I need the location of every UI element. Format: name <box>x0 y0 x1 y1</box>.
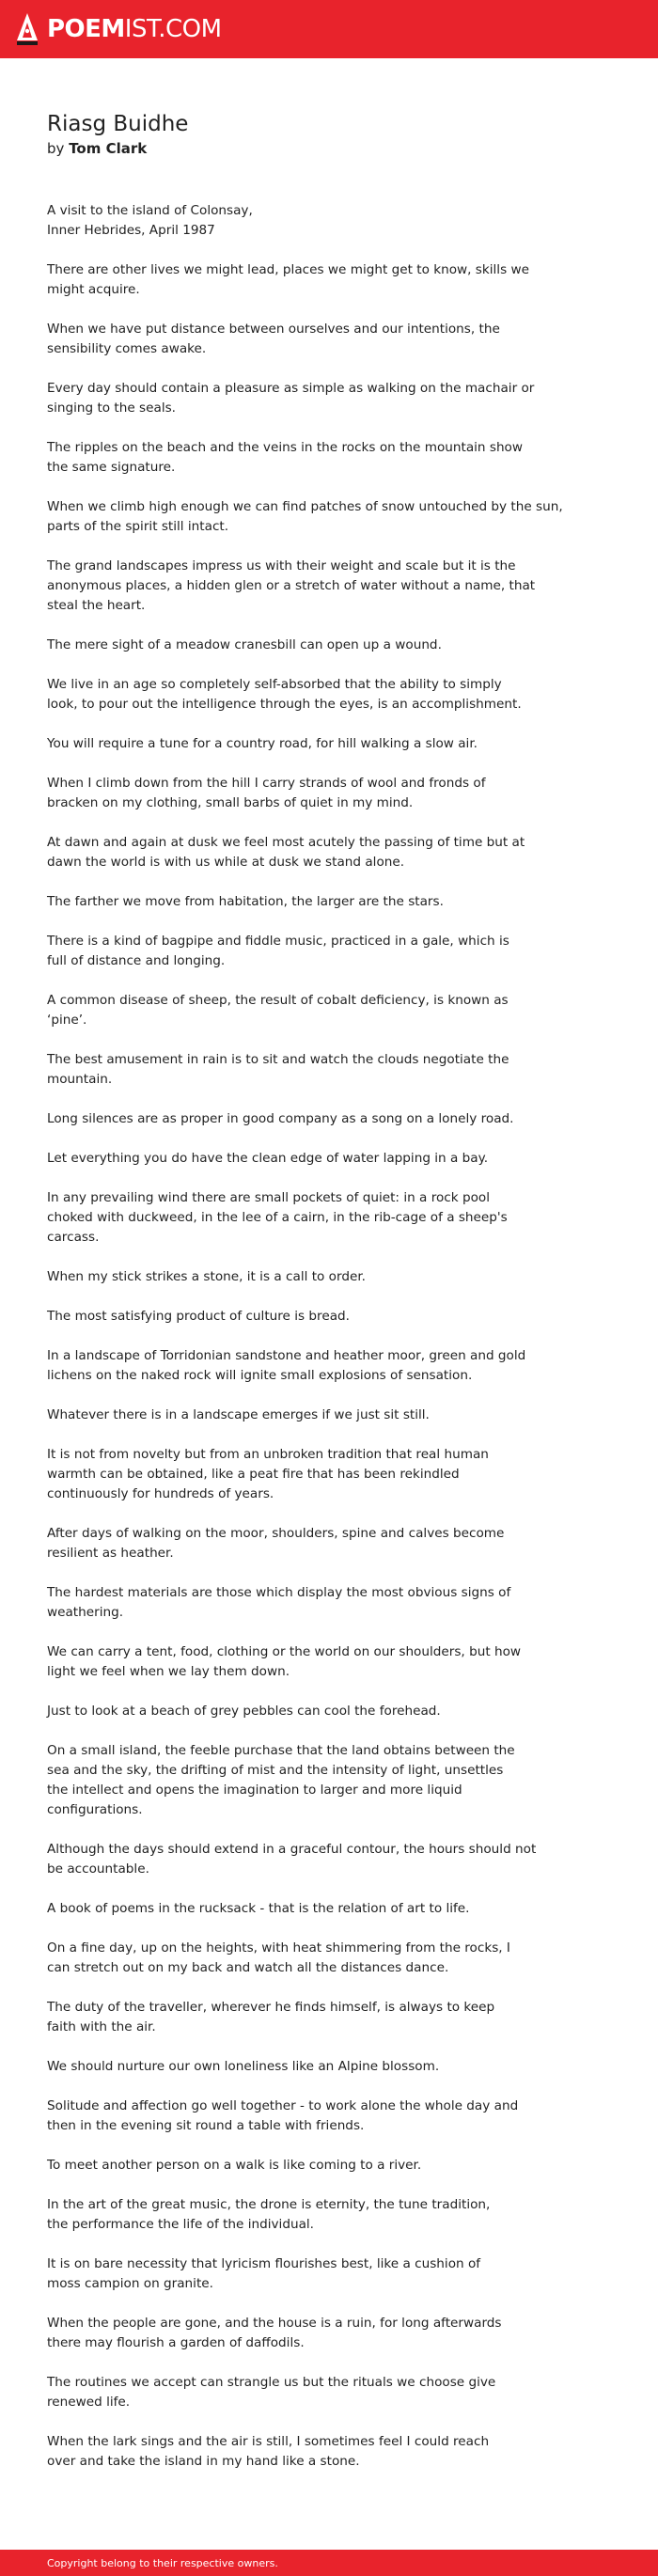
poem-stanza: When my stick strikes a stone, it is a call to order. <box>47 1269 366 1284</box>
logo-text-light: IST.COM <box>124 15 222 43</box>
poem-stanza: On a fine day, up on the heights, with heat shimmering from the rocks, I can stretch out on my back and watch all the distances dance. <box>47 1940 510 1975</box>
poem-stanza: In any prevailing wind there are small pockets of quiet: in a rock pool choked with duckweed, in the lee of a cairn, in the rib-cage of a sheep's carcass. <box>47 1190 508 1245</box>
site-footer <box>0 2550 658 2576</box>
poem-stanza: It is on bare necessity that lyricism flourishes best, like a cushion of moss campion on granite. <box>47 2256 481 2291</box>
logo-text <box>47 17 222 41</box>
pen-nib-icon <box>15 12 39 46</box>
poem-stanza: The most satisfying product of culture is bread. <box>47 1309 350 1324</box>
poem-stanza: When the people are gone, and the house is a ruin, for long afterwards there may flourish a garden of daffodils. <box>47 2316 502 2350</box>
poem-stanza: To meet another person on a walk is like coming to a river. <box>47 2158 422 2173</box>
site-logo[interactable] <box>15 12 222 46</box>
poem-stanza: Let everything you do have the clean edge of water lapping in a bay. <box>47 1151 489 1166</box>
poem-stanza: Just to look at a beach of grey pebbles can cool the forehead. <box>47 1704 441 1719</box>
poem-stanza: In the art of the great music, the drone is eternity, the tune tradition, the performance the life of the individual. <box>47 2197 491 2232</box>
poem-content <box>47 111 573 2491</box>
poem-body <box>47 201 573 2472</box>
poem-stanza: We can carry a tent, food, clothing or the world on our shoulders, but how light we feel when we lay them down. <box>47 1644 522 1679</box>
poem-stanza: Solitude and affection go well together - to work alone the whole day and then in the evening sit round a table with friends. <box>47 2098 519 2133</box>
poem-stanza: Long silences are as proper in good company as a song on a lonely road. <box>47 1111 514 1126</box>
poem-stanza: The farther we move from habitation, the larger are the stars. <box>47 894 444 909</box>
poem-stanza: Although the days should extend in a graceful contour, the hours should not be accountable. <box>47 1842 537 1877</box>
poem-stanza: You will require a tune for a country road, for hill walking a slow air. <box>47 736 478 751</box>
poem-stanza: After days of walking on the moor, shoulders, spine and calves become resilient as heather. <box>47 1526 505 1561</box>
copyright-text: Copyright belong to their respective owners. <box>47 2556 278 2569</box>
poem-title: Riasg Buidhe <box>47 112 189 136</box>
poem-stanza: The best amusement in rain is to sit and watch the clouds negotiate the mountain. <box>47 1052 509 1087</box>
logo-text-strong: POEM <box>47 15 125 43</box>
poem-stanza: On a small island, the feeble purchase that the land obtains between the sea and the sky, the drifting of mist and the intensity of light, unsettles the intellect and opens the imagination to larger and more liquid configurations. <box>47 1743 515 1817</box>
poem-stanza: The duty of the traveller, wherever he finds himself, is always to keep faith with the air. <box>47 2000 495 2034</box>
poem-stanza: We should nurture our own loneliness like an Alpine blossom. <box>47 2059 440 2074</box>
byline-prefix: by <box>47 140 65 157</box>
poem-stanza: There are other lives we might lead, places we might get to know, skills we might acquire. <box>47 262 529 297</box>
poem-stanza: A visit to the island of Colonsay, Inner Hebrides, April 1987 <box>47 203 253 238</box>
poem-stanza: When I climb down from the hill I carry strands of wool and fronds of bracken on my clothing, small barbs of quiet in my mind. <box>47 776 486 810</box>
site-header <box>0 0 658 58</box>
poem-stanza: The ripples on the beach and the veins in the rocks on the mountain show the same signature. <box>47 440 523 475</box>
poem-byline <box>47 138 573 159</box>
poem-stanza: It is not from novelty but from an unbroken tradition that real human warmth can be obtained, like a peat fire that has been rekindled continuously for hundreds of years. <box>47 1447 489 1501</box>
author-link[interactable]: Tom Clark <box>69 140 148 157</box>
poem-stanza: When the lark sings and the air is still, I sometimes feel I could reach over and take the island in my hand like a stone. <box>47 2434 490 2469</box>
poem-stanza: The grand landscapes impress us with their weight and scale but it is the anonymous places, a hidden glen or a stretch of water without a name, that steal the heart. <box>47 558 536 613</box>
poem-stanza: The hardest materials are those which display the most obvious signs of weathering. <box>47 1585 511 1620</box>
poem-stanza: There is a kind of bagpipe and fiddle music, practiced in a gale, which is full of distance and longing. <box>47 934 509 968</box>
poem-stanza: When we have put distance between ourselves and our intentions, the sensibility comes awake. <box>47 322 500 356</box>
poem-stanza: Whatever there is in a landscape emerges if we just sit still. <box>47 1407 430 1422</box>
poem-stanza: A book of poems in the rucksack - that is the relation of art to life. <box>47 1901 470 1916</box>
poem-stanza: Every day should contain a pleasure as simple as walking on the machair or singing to the seals. <box>47 381 535 416</box>
poem-stanza: The routines we accept can strangle us but the rituals we choose give renewed life. <box>47 2375 496 2410</box>
poem-stanza: When we climb high enough we can find patches of snow untouched by the sun, parts of the spirit still intact. <box>47 499 563 534</box>
poem-stanza: A common disease of sheep, the result of cobalt deficiency, is known as ‘pine’. <box>47 993 509 1028</box>
poem-stanza: At dawn and again at dusk we feel most acutely the passing of time but at dawn the world is with us while at dusk we stand alone. <box>47 835 525 870</box>
poem-stanza: We live in an age so completely self-absorbed that the ability to simply look, to pour out the intelligence through the eyes, is an accomplishment. <box>47 677 522 712</box>
poem-stanza: The mere sight of a meadow cranesbill can open up a wound. <box>47 637 442 652</box>
poem-stanza: In a landscape of Torridonian sandstone and heather moor, green and gold lichens on the naked rock will ignite small explosions of sensation. <box>47 1348 526 1383</box>
